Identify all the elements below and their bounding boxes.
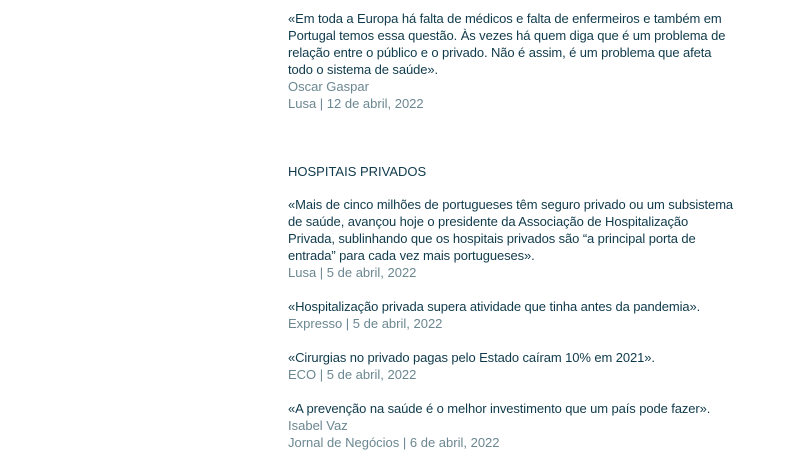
quote-source: ECO | 5 de abril, 2022 — [288, 367, 417, 382]
quote-entry — [288, 10, 738, 112]
quote-entry — [288, 400, 738, 451]
quote-entry — [288, 196, 738, 281]
quote-source: Expresso | 5 de abril, 2022 — [288, 316, 443, 331]
quote-entry — [288, 349, 738, 383]
quote-source: Jornal de Negócios | 6 de abril, 2022 — [288, 435, 500, 450]
section-heading: HOSPITAIS PRIVADOS — [288, 164, 427, 179]
quote-source: Lusa | 5 de abril, 2022 — [288, 265, 417, 280]
quote-text: «Em toda a Europa há falta de médicos e falta de enfermeiros e também em Portugal temos essa questão. Às vezes há quem diga que é um problema de relação entre o público e o privado. Não é assim, é um problema que afeta todo o sistema de saúde». — [288, 11, 726, 77]
quote-text: «Cirurgias no privado pagas pelo Estado caíram 10% em 2021». — [288, 350, 655, 365]
quote-text: «Mais de cinco milhões de portugueses têm seguro privado ou um subsistema de saúde, avançou hoje o presidente da Associação de Hospitalização Privada, sublinhando que os hospitais privados são “a principal porta de entrada” para cada vez mais portugueses». — [288, 197, 734, 263]
quote-author: Isabel Vaz — [288, 418, 348, 433]
quote-author: Oscar Gaspar — [288, 79, 369, 94]
quote-text: «Hospitalização privada supera atividade que tinha antes da pandemia». — [288, 299, 701, 314]
quote-entry — [288, 298, 738, 332]
quote-text: «A prevenção na saúde é o melhor investimento que um país pode fazer». — [288, 401, 711, 416]
news-quotes-column — [288, 10, 738, 468]
quote-source: Lusa | 12 de abril, 2022 — [288, 96, 424, 111]
